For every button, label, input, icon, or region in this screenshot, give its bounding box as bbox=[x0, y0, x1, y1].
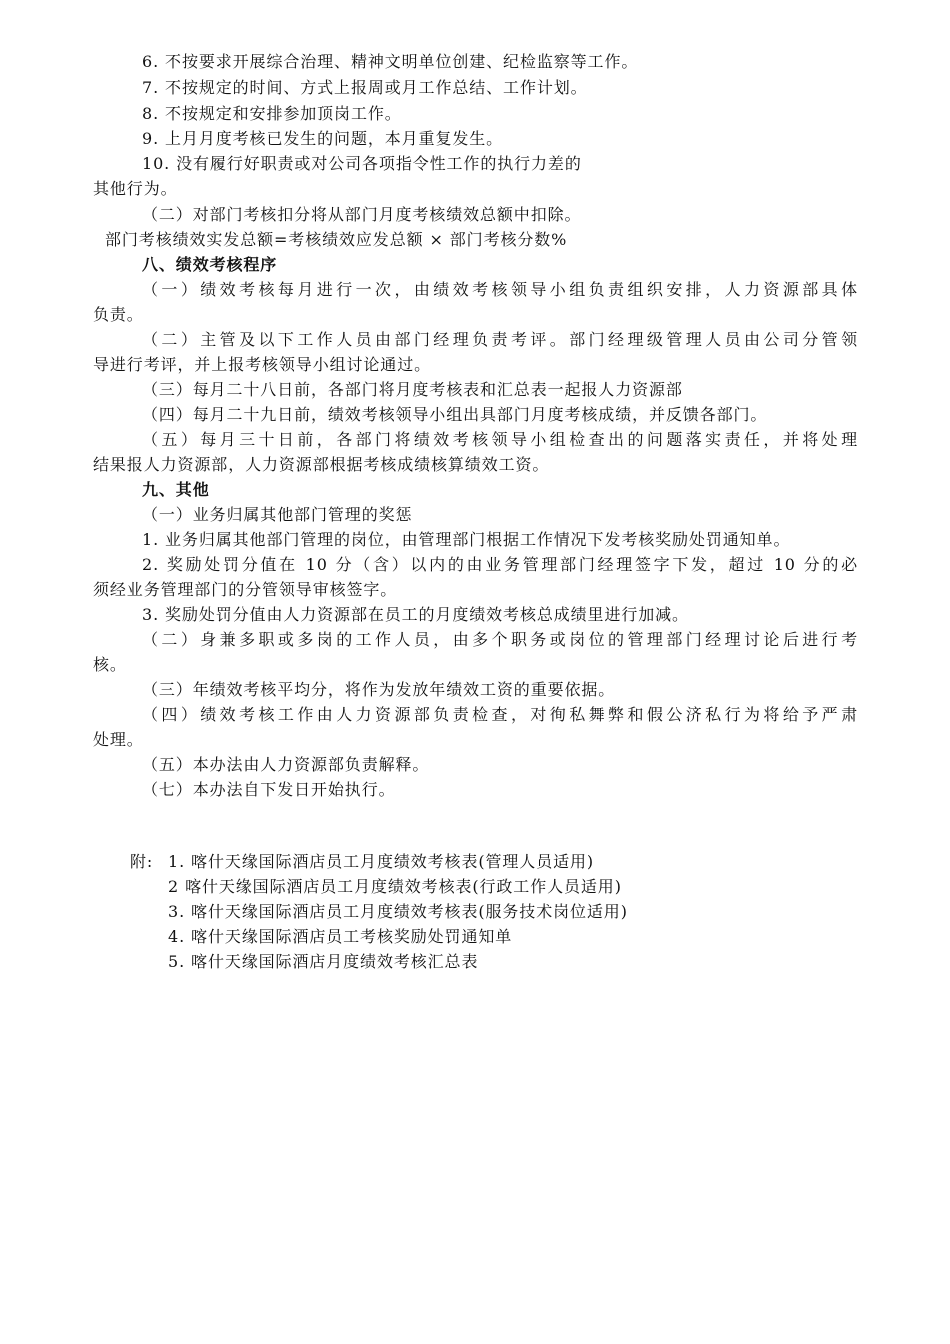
section-9-p4-line2: 处理。 bbox=[93, 730, 144, 749]
formula-line: 部门考核绩效实发总额=考核绩效应发总额 × 部门考核分数% bbox=[105, 230, 568, 249]
section-8-p3: （三）每月二十八日前，各部门将月度考核表和汇总表一起报人力资源部 bbox=[142, 380, 683, 399]
section-8-p1-line1: （一）绩效考核每月进行一次，由绩效考核领导小组负责组织安排，人力资源部具体 bbox=[142, 280, 858, 299]
section-8-heading: 八、绩效考核程序 bbox=[142, 255, 278, 274]
section-9-p7: （七）本办法自下发日开始执行。 bbox=[142, 780, 396, 799]
attachments-label: 附: bbox=[130, 852, 154, 871]
section-9-item-1: 1. 业务归属其他部门管理的岗位，由管理部门根据工作情况下发考核奖励处罚通知单。 bbox=[142, 530, 791, 549]
attachment-3: 3. 喀什天缘国际酒店员工月度绩效考核表(服务技术岗位适用) bbox=[168, 902, 628, 921]
section-9-p2-line2: 核。 bbox=[93, 655, 127, 674]
section-8-p1-line2: 负责。 bbox=[93, 305, 144, 324]
list-item-9: 9. 上月月度考核已发生的问题，本月重复发生。 bbox=[142, 129, 504, 148]
section-8-p2-line1: （二）主管及以下工作人员由部门经理负责考评。部门经理级管理人员由公司分管领 bbox=[142, 330, 858, 349]
list-item-10-line2: 其他行为。 bbox=[93, 179, 178, 198]
section-9-sub1: （一）业务归属其他部门管理的奖惩 bbox=[142, 505, 413, 524]
section-8-p5-line2: 结果报人力资源部，人力资源部根据考核成绩核算绩效工资。 bbox=[93, 455, 550, 474]
list-item-6: 6. 不按要求开展综合治理、精神文明单位创建、纪检监察等工作。 bbox=[142, 52, 639, 71]
attachment-5: 5. 喀什天缘国际酒店月度绩效考核汇总表 bbox=[168, 952, 479, 971]
dept-deduct-paragraph: （二）对部门考核扣分将从部门月度考核绩效总额中扣除。 bbox=[142, 205, 582, 224]
section-9-p4-line1: （四）绩效考核工作由人力资源部负责检查，对徇私舞弊和假公济私行为将给予严肃 bbox=[142, 705, 858, 724]
section-9-item-2-line1: 2. 奖励处罚分值在 10 分（含）以内的由业务管理部门经理签字下发，超过 10 分的必 bbox=[142, 555, 858, 574]
attachment-4: 4. 喀什天缘国际酒店员工考核奖励处罚通知单 bbox=[168, 927, 513, 946]
attachment-1: 1. 喀什天缘国际酒店员工月度绩效考核表(管理人员适用) bbox=[168, 852, 595, 871]
section-9-p5: （五）本办法由人力资源部负责解释。 bbox=[142, 755, 430, 774]
section-9-p2-line1: （二）身兼多职或多岗的工作人员，由多个职务或岗位的管理部门经理讨论后进行考 bbox=[142, 630, 858, 649]
section-9-item-3: 3. 奖励处罚分值由人力资源部在员工的月度绩效考核总成绩里进行加减。 bbox=[142, 605, 689, 624]
section-9-item-2-line2: 须经业务管理部门的分管领导审核签字。 bbox=[93, 580, 398, 599]
list-item-8: 8. 不按规定和安排参加顶岗工作。 bbox=[142, 104, 402, 123]
section-9-p3: （三）年绩效考核平均分，将作为发放年绩效工资的重要依据。 bbox=[142, 680, 616, 699]
list-item-10-line1: 10. 没有履行好职责或对公司各项指令性工作的执行力差的 bbox=[142, 154, 582, 173]
section-8-p2-line2: 导进行考评，并上报考核领导小组讨论通过。 bbox=[93, 355, 432, 374]
section-8-p5-line1: （五）每月三十日前，各部门将绩效考核领导小组检查出的问题落实责任，并将处理 bbox=[142, 430, 858, 449]
attachment-2: 2 喀什天缘国际酒店员工月度绩效考核表(行政工作人员适用) bbox=[168, 877, 622, 896]
list-item-7: 7. 不按规定的时间、方式上报周或月工作总结、工作计划。 bbox=[142, 78, 588, 97]
section-8-p4: （四）每月二十九日前，绩效考核领导小组出具部门月度考核成绩，并反馈各部门。 bbox=[142, 405, 768, 424]
section-9-heading: 九、其他 bbox=[142, 480, 210, 499]
